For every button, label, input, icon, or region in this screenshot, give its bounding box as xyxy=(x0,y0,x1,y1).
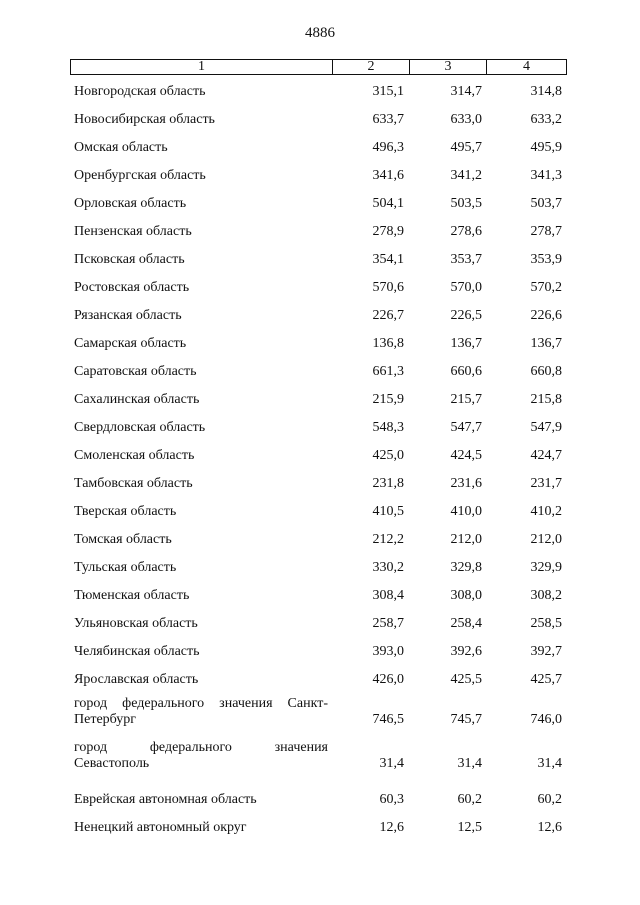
value-col-2: 258,7 xyxy=(372,616,404,631)
column-header-3: 3 xyxy=(410,60,487,74)
region-name: Свердловская область xyxy=(74,420,206,435)
region-name: Томская область xyxy=(74,532,172,547)
value-col-4: 231,7 xyxy=(530,476,562,491)
value-col-3: 31,4 xyxy=(457,756,482,771)
region-name: город федерального значения Санкт-Петербург xyxy=(74,696,328,727)
value-col-3: 633,0 xyxy=(450,112,482,127)
value-col-2: 425,0 xyxy=(372,448,404,463)
value-col-3: 410,0 xyxy=(450,504,482,519)
value-col-4: 226,6 xyxy=(530,308,562,323)
value-col-4: 495,9 xyxy=(530,140,562,155)
region-name: Ненецкий автономный округ xyxy=(74,820,247,835)
value-col-2: 661,3 xyxy=(372,364,404,379)
value-col-3: 12,5 xyxy=(457,820,482,835)
value-col-3: 547,7 xyxy=(450,420,482,435)
table-row xyxy=(0,638,640,666)
value-col-3: 226,5 xyxy=(450,308,482,323)
table-row xyxy=(0,246,640,274)
table-row xyxy=(0,414,640,442)
value-col-2: 354,1 xyxy=(372,252,404,267)
value-col-4: 660,8 xyxy=(530,364,562,379)
table-row xyxy=(0,78,640,106)
value-col-4: 425,7 xyxy=(530,672,562,687)
value-col-4: 570,2 xyxy=(530,280,562,295)
region-name: Ульяновская область xyxy=(74,616,198,631)
value-col-2: 308,4 xyxy=(372,588,404,603)
value-col-4: 424,7 xyxy=(530,448,562,463)
table-row xyxy=(0,134,640,162)
value-col-4: 258,5 xyxy=(530,616,562,631)
value-col-2: 633,7 xyxy=(372,112,404,127)
value-col-2: 231,8 xyxy=(372,476,404,491)
region-name: Тульская область xyxy=(74,560,177,575)
value-col-3: 392,6 xyxy=(450,644,482,659)
value-col-3: 424,5 xyxy=(450,448,482,463)
value-col-2: 215,9 xyxy=(372,392,404,407)
region-name: Псковская область xyxy=(74,252,185,267)
value-col-4: 215,8 xyxy=(530,392,562,407)
value-col-4: 392,7 xyxy=(530,644,562,659)
table-row xyxy=(0,442,640,470)
region-name: Тамбовская область xyxy=(74,476,193,491)
value-col-3: 341,2 xyxy=(450,168,482,183)
value-col-2: 136,8 xyxy=(372,336,404,351)
value-col-2: 330,2 xyxy=(372,560,404,575)
table-header xyxy=(70,59,567,75)
value-col-2: 410,5 xyxy=(372,504,404,519)
value-col-3: 215,7 xyxy=(450,392,482,407)
value-col-3: 660,6 xyxy=(450,364,482,379)
table-row xyxy=(0,302,640,330)
table-row xyxy=(0,498,640,526)
value-col-2: 570,6 xyxy=(372,280,404,295)
region-name: Сахалинская область xyxy=(74,392,200,407)
table-row xyxy=(0,814,640,842)
value-col-2: 212,2 xyxy=(372,532,404,547)
value-col-4: 341,3 xyxy=(530,168,562,183)
value-col-4: 60,2 xyxy=(537,792,562,807)
table-row xyxy=(0,740,640,786)
value-col-3: 314,7 xyxy=(450,84,482,99)
region-name: Новгородская область xyxy=(74,84,206,99)
value-col-4: 31,4 xyxy=(537,756,562,771)
value-col-4: 329,9 xyxy=(530,560,562,575)
value-col-2: 746,5 xyxy=(372,712,404,727)
region-name: Смоленская область xyxy=(74,448,195,463)
region-name: Саратовская область xyxy=(74,364,197,379)
value-col-3: 136,7 xyxy=(450,336,482,351)
table-row xyxy=(0,694,640,740)
table-row xyxy=(0,106,640,134)
region-name: Орловская область xyxy=(74,196,187,211)
table-row xyxy=(0,386,640,414)
region-name: Еврейская автономная область xyxy=(74,792,257,807)
region-name: Тюменская область xyxy=(74,588,190,603)
table-row xyxy=(0,218,640,246)
value-col-2: 278,9 xyxy=(372,224,404,239)
column-header-4: 4 xyxy=(523,59,530,74)
value-col-3: 212,0 xyxy=(450,532,482,547)
table-row xyxy=(0,162,640,190)
table-row xyxy=(0,358,640,386)
table-row xyxy=(0,330,640,358)
table-row xyxy=(0,526,640,554)
value-col-2: 393,0 xyxy=(372,644,404,659)
region-name: Новосибирская область xyxy=(74,112,215,127)
region-name: Рязанская область xyxy=(74,308,182,323)
region-name: Пензенская область xyxy=(74,224,192,239)
page-number: 4886 xyxy=(305,25,335,41)
value-col-2: 504,1 xyxy=(372,196,404,211)
region-name: Ярославская область xyxy=(74,672,199,687)
value-col-4: 353,9 xyxy=(530,252,562,267)
value-col-4: 308,2 xyxy=(530,588,562,603)
value-col-2: 31,4 xyxy=(379,756,404,771)
value-col-3: 278,6 xyxy=(450,224,482,239)
value-col-3: 231,6 xyxy=(450,476,482,491)
region-name: город федерального значения Севастополь xyxy=(74,740,328,771)
value-col-2: 548,3 xyxy=(372,420,404,435)
value-col-4: 503,7 xyxy=(530,196,562,211)
value-col-3: 308,0 xyxy=(450,588,482,603)
value-col-2: 12,6 xyxy=(379,820,404,835)
value-col-4: 746,0 xyxy=(530,712,562,727)
value-col-4: 410,2 xyxy=(530,504,562,519)
value-col-3: 258,4 xyxy=(450,616,482,631)
region-name: Самарская область xyxy=(74,336,187,351)
region-name: Ростовская область xyxy=(74,280,190,295)
value-col-3: 495,7 xyxy=(450,140,482,155)
region-name: Оренбургская область xyxy=(74,168,206,183)
table-row xyxy=(0,610,640,638)
value-col-3: 353,7 xyxy=(450,252,482,267)
table-row xyxy=(0,274,640,302)
value-col-4: 278,7 xyxy=(530,224,562,239)
value-col-3: 745,7 xyxy=(450,712,482,727)
table-row xyxy=(0,190,640,218)
region-name: Челябинская область xyxy=(74,644,200,659)
value-col-3: 503,5 xyxy=(450,196,482,211)
value-col-2: 496,3 xyxy=(372,140,404,155)
value-col-2: 341,6 xyxy=(372,168,404,183)
region-name: Омская область xyxy=(74,140,168,155)
value-col-4: 136,7 xyxy=(530,336,562,351)
column-header-1: 1 xyxy=(71,60,333,74)
value-col-4: 314,8 xyxy=(530,84,562,99)
column-header-2: 2 xyxy=(333,60,410,74)
table-body xyxy=(0,78,640,842)
value-col-2: 226,7 xyxy=(372,308,404,323)
table-row xyxy=(0,554,640,582)
value-col-3: 570,0 xyxy=(450,280,482,295)
value-col-3: 329,8 xyxy=(450,560,482,575)
table-row xyxy=(0,786,640,814)
region-name: Тверская область xyxy=(74,504,177,519)
value-col-2: 426,0 xyxy=(372,672,404,687)
value-col-2: 60,3 xyxy=(379,792,404,807)
value-col-4: 547,9 xyxy=(530,420,562,435)
table-row xyxy=(0,470,640,498)
value-col-4: 633,2 xyxy=(530,112,562,127)
value-col-4: 12,6 xyxy=(537,820,562,835)
table-row xyxy=(0,666,640,694)
value-col-4: 212,0 xyxy=(530,532,562,547)
value-col-3: 425,5 xyxy=(450,672,482,687)
value-col-3: 60,2 xyxy=(457,792,482,807)
table-row xyxy=(0,582,640,610)
value-col-2: 315,1 xyxy=(372,84,404,99)
